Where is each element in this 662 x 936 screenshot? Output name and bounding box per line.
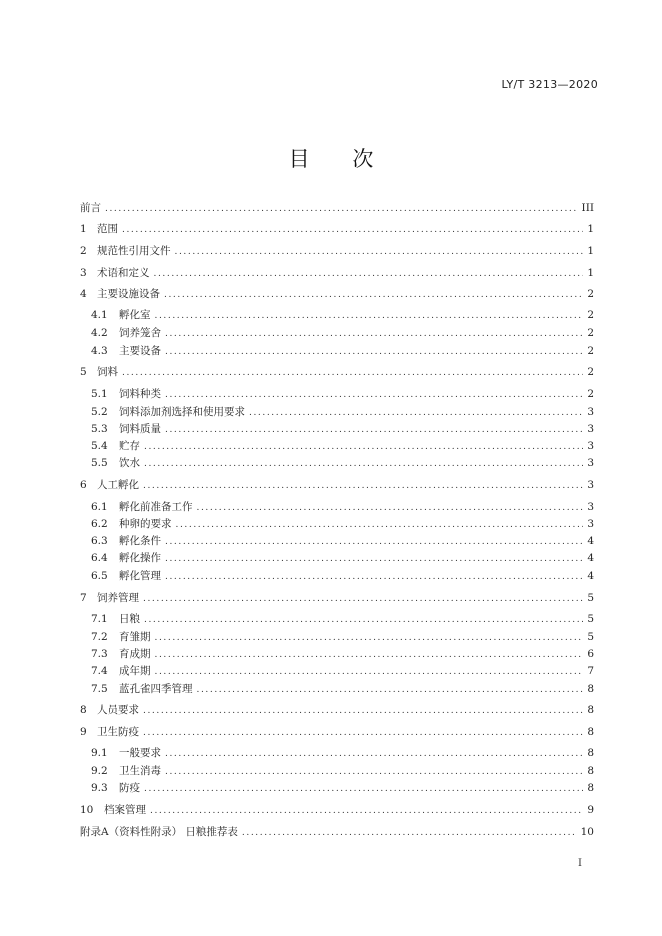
toc-entry-number: 1 — [80, 223, 87, 235]
toc-entry-page: 3 — [587, 406, 594, 418]
toc-entry-page: 1 — [587, 267, 594, 279]
toc-entry-page: 8 — [587, 747, 594, 759]
toc-entry-number: 5.4 — [91, 440, 108, 452]
toc-entry[interactable] — [91, 386, 594, 402]
toc-entry-number: 10 — [80, 804, 94, 816]
toc-entry-page: 8 — [587, 765, 594, 777]
toc-entry[interactable] — [91, 533, 594, 549]
toc-entry-number: 5 — [80, 366, 87, 378]
toc-entry-label: 孵化前准备工作 — [119, 501, 193, 513]
dot-leader — [155, 308, 584, 324]
dot-leader — [143, 725, 583, 741]
toc-entry-label: 卫生消毒 — [119, 765, 161, 777]
toc-entry-number: 6.3 — [91, 535, 108, 547]
dot-leader — [154, 266, 584, 282]
toc-entry-label: 人员要求 — [97, 704, 139, 716]
toc-entry-number: 5.3 — [91, 423, 108, 435]
toc-entry-number: 5.1 — [91, 388, 108, 400]
toc-entry-label: 孵化管理 — [119, 570, 161, 582]
toc-entry-number: 9 — [80, 726, 87, 738]
toc-entry-number: 7.1 — [91, 613, 108, 625]
toc-entry-page: 4 — [587, 552, 594, 564]
toc-entry[interactable] — [80, 824, 594, 840]
toc-entry-page: 1 — [587, 223, 594, 235]
dot-leader — [122, 222, 583, 238]
dot-leader — [144, 456, 583, 472]
toc-entry[interactable] — [91, 455, 594, 471]
dot-leader — [122, 365, 583, 381]
toc-entry-page: 7 — [587, 665, 594, 677]
toc-entry-page: 3 — [587, 423, 594, 435]
toc-entry-number: 7 — [80, 592, 87, 604]
toc-entry-number: 9.3 — [91, 782, 108, 794]
dot-leader — [164, 287, 583, 303]
toc-entry-page: 2 — [587, 288, 594, 300]
toc-entry-page: 2 — [587, 327, 594, 339]
toc-entry-number: 7.5 — [91, 683, 108, 695]
dot-leader — [165, 764, 583, 780]
dot-leader — [155, 664, 584, 680]
toc-entry-label: 种卵的要求 — [119, 518, 172, 530]
toc-entry[interactable] — [91, 499, 594, 515]
dot-leader — [176, 517, 584, 533]
toc-entry-label: 日粮 — [119, 613, 140, 625]
toc-entry-page: 6 — [587, 648, 594, 660]
toc-entry-label: 饲养管理 — [97, 592, 139, 604]
toc-entry-page: 5 — [587, 613, 594, 625]
toc-entry-page: 3 — [587, 501, 594, 513]
dot-leader — [155, 630, 584, 646]
standard-code: LY/T 3213—2020 — [501, 78, 598, 91]
toc-entry-number: 8 — [80, 704, 87, 716]
toc-entry-number: 6.1 — [91, 501, 108, 513]
toc-entry[interactable] — [91, 745, 594, 761]
toc-entry-label: 成年期 — [119, 665, 151, 677]
dot-leader — [165, 422, 583, 438]
toc-entry-label: 孵化操作 — [119, 552, 161, 564]
page-number: I — [578, 858, 582, 869]
toc-entry[interactable] — [80, 702, 594, 718]
toc-entry-page: 2 — [587, 388, 594, 400]
toc-entry-page: 2 — [587, 366, 594, 378]
toc-entry-number: 9.1 — [91, 747, 108, 759]
toc-entry[interactable] — [91, 611, 594, 627]
toc-entry-page: 3 — [587, 479, 594, 491]
toc-entry[interactable] — [91, 629, 594, 645]
toc-entry-label: 卫生防疫 — [97, 726, 139, 738]
toc-entry[interactable] — [80, 221, 594, 237]
toc-entry-label: 贮存 — [119, 440, 140, 452]
toc-entry[interactable] — [91, 438, 594, 454]
dot-leader — [165, 569, 583, 585]
toc-entry-number: 7.3 — [91, 648, 108, 660]
page-title: 目 次 — [288, 147, 392, 171]
toc-entry-label: 前言 — [80, 202, 101, 214]
toc-entry-number: 6.5 — [91, 570, 108, 582]
toc-entry[interactable] — [91, 516, 594, 532]
toc-entry-label: 防疫 — [119, 782, 140, 794]
dot-leader — [165, 344, 583, 360]
toc-entry-page: 2 — [587, 345, 594, 357]
toc-entry-label: 饲料 — [97, 366, 118, 378]
toc-entry-page: 4 — [587, 570, 594, 582]
toc-entry-page: 8 — [587, 726, 594, 738]
toc-entry-label: 育成期 — [119, 648, 151, 660]
toc-entry-number: 6.4 — [91, 552, 108, 564]
dot-leader — [144, 781, 583, 797]
toc-entry-page: 8 — [587, 683, 594, 695]
dot-leader — [105, 201, 578, 217]
toc-entry-label: 规范性引用文件 — [97, 245, 171, 257]
toc-entry-number: 7.2 — [91, 631, 108, 643]
dot-leader — [144, 612, 583, 628]
toc-entry-number: 4.3 — [91, 345, 108, 357]
toc-entry-number: 5.5 — [91, 457, 108, 469]
toc-entry[interactable] — [80, 590, 594, 606]
toc-entry-number: 5.2 — [91, 406, 108, 418]
toc-entry[interactable] — [91, 307, 594, 323]
dot-leader — [165, 746, 583, 762]
toc-entry[interactable] — [91, 325, 594, 341]
dot-leader — [197, 682, 584, 698]
toc-entry-page: 8 — [587, 704, 594, 716]
toc-entry[interactable] — [91, 343, 594, 359]
dot-leader — [249, 405, 583, 421]
dot-leader — [165, 326, 583, 342]
toc-entry-label: 一般要求 — [119, 747, 161, 759]
toc-entry[interactable] — [80, 724, 594, 740]
toc-entry-label: 附录A（资料性附录） 日粮推荐表 — [80, 826, 238, 838]
toc-entry-page: 3 — [587, 518, 594, 530]
dot-leader — [150, 803, 583, 819]
toc-entry-label: 人工孵化 — [97, 479, 139, 491]
toc-entry[interactable] — [91, 404, 594, 420]
toc-entry-label: 饲养笼舍 — [119, 327, 161, 339]
dot-leader — [143, 591, 583, 607]
toc-entry-page: III — [581, 202, 594, 214]
toc-entry[interactable] — [91, 421, 594, 437]
toc-entry[interactable] — [91, 763, 594, 779]
toc-entry-label: 主要设施设备 — [97, 288, 160, 300]
toc-entry-label: 饲料质量 — [119, 423, 161, 435]
toc-entry-label: 主要设备 — [119, 345, 161, 357]
toc-entry-number: 9.2 — [91, 765, 108, 777]
toc-entry-label: 饮水 — [119, 457, 140, 469]
toc-entry-label: 蓝孔雀四季管理 — [119, 683, 193, 695]
dot-leader — [143, 478, 583, 494]
toc-entry-label: 术语和定义 — [97, 267, 150, 279]
toc-entry-page: 5 — [587, 631, 594, 643]
toc-entry-page: 2 — [587, 309, 594, 321]
toc-entry-label: 育雏期 — [119, 631, 151, 643]
dot-leader — [197, 500, 584, 516]
dot-leader — [155, 647, 584, 663]
toc-entry-number: 6.2 — [91, 518, 108, 530]
toc-entry[interactable] — [91, 568, 594, 584]
dot-leader — [165, 387, 583, 403]
toc-entry[interactable] — [80, 477, 594, 493]
toc-entry-page: 8 — [587, 782, 594, 794]
dot-leader — [143, 703, 583, 719]
toc-entry-number: 4.1 — [91, 309, 108, 321]
toc-entry-number: 6 — [80, 479, 87, 491]
toc-entry[interactable] — [80, 286, 594, 302]
toc-entry-label: 范围 — [97, 223, 118, 235]
dot-leader — [165, 534, 583, 550]
toc-entry[interactable] — [91, 681, 594, 697]
toc-entry-number: 2 — [80, 245, 87, 257]
toc-entry-label: 孵化条件 — [119, 535, 161, 547]
toc-entry[interactable] — [80, 243, 594, 259]
toc-entry-page: 9 — [587, 804, 594, 816]
toc-entry-page: 5 — [587, 592, 594, 604]
toc-entry[interactable] — [91, 663, 594, 679]
dot-leader — [175, 244, 584, 260]
toc-entry-label: 孵化室 — [119, 309, 151, 321]
toc-entry[interactable] — [80, 364, 594, 380]
toc-entry-number: 4.2 — [91, 327, 108, 339]
dot-leader — [242, 825, 577, 841]
toc-entry[interactable] — [91, 780, 594, 796]
toc-entry[interactable] — [91, 646, 594, 662]
toc-entry-page: 1 — [587, 245, 594, 257]
toc-entry-label: 饲料添加剂选择和使用要求 — [119, 406, 245, 418]
toc-entry[interactable] — [80, 265, 594, 281]
toc-entry-label: 饲料种类 — [119, 388, 161, 400]
toc-entry-number: 3 — [80, 267, 87, 279]
toc-entry-label: 档案管理 — [104, 804, 146, 816]
toc-entry-number: 4 — [80, 288, 87, 300]
toc-entry-page: 3 — [587, 440, 594, 452]
toc-entry[interactable] — [80, 802, 594, 818]
dot-leader — [144, 439, 583, 455]
toc-entry-page: 4 — [587, 535, 594, 547]
toc-entry[interactable] — [80, 200, 594, 216]
toc-entry[interactable] — [91, 550, 594, 566]
dot-leader — [165, 551, 583, 567]
toc-entry-number: 7.4 — [91, 665, 108, 677]
toc-entry-page: 10 — [580, 826, 594, 838]
toc-entry-page: 3 — [587, 457, 594, 469]
